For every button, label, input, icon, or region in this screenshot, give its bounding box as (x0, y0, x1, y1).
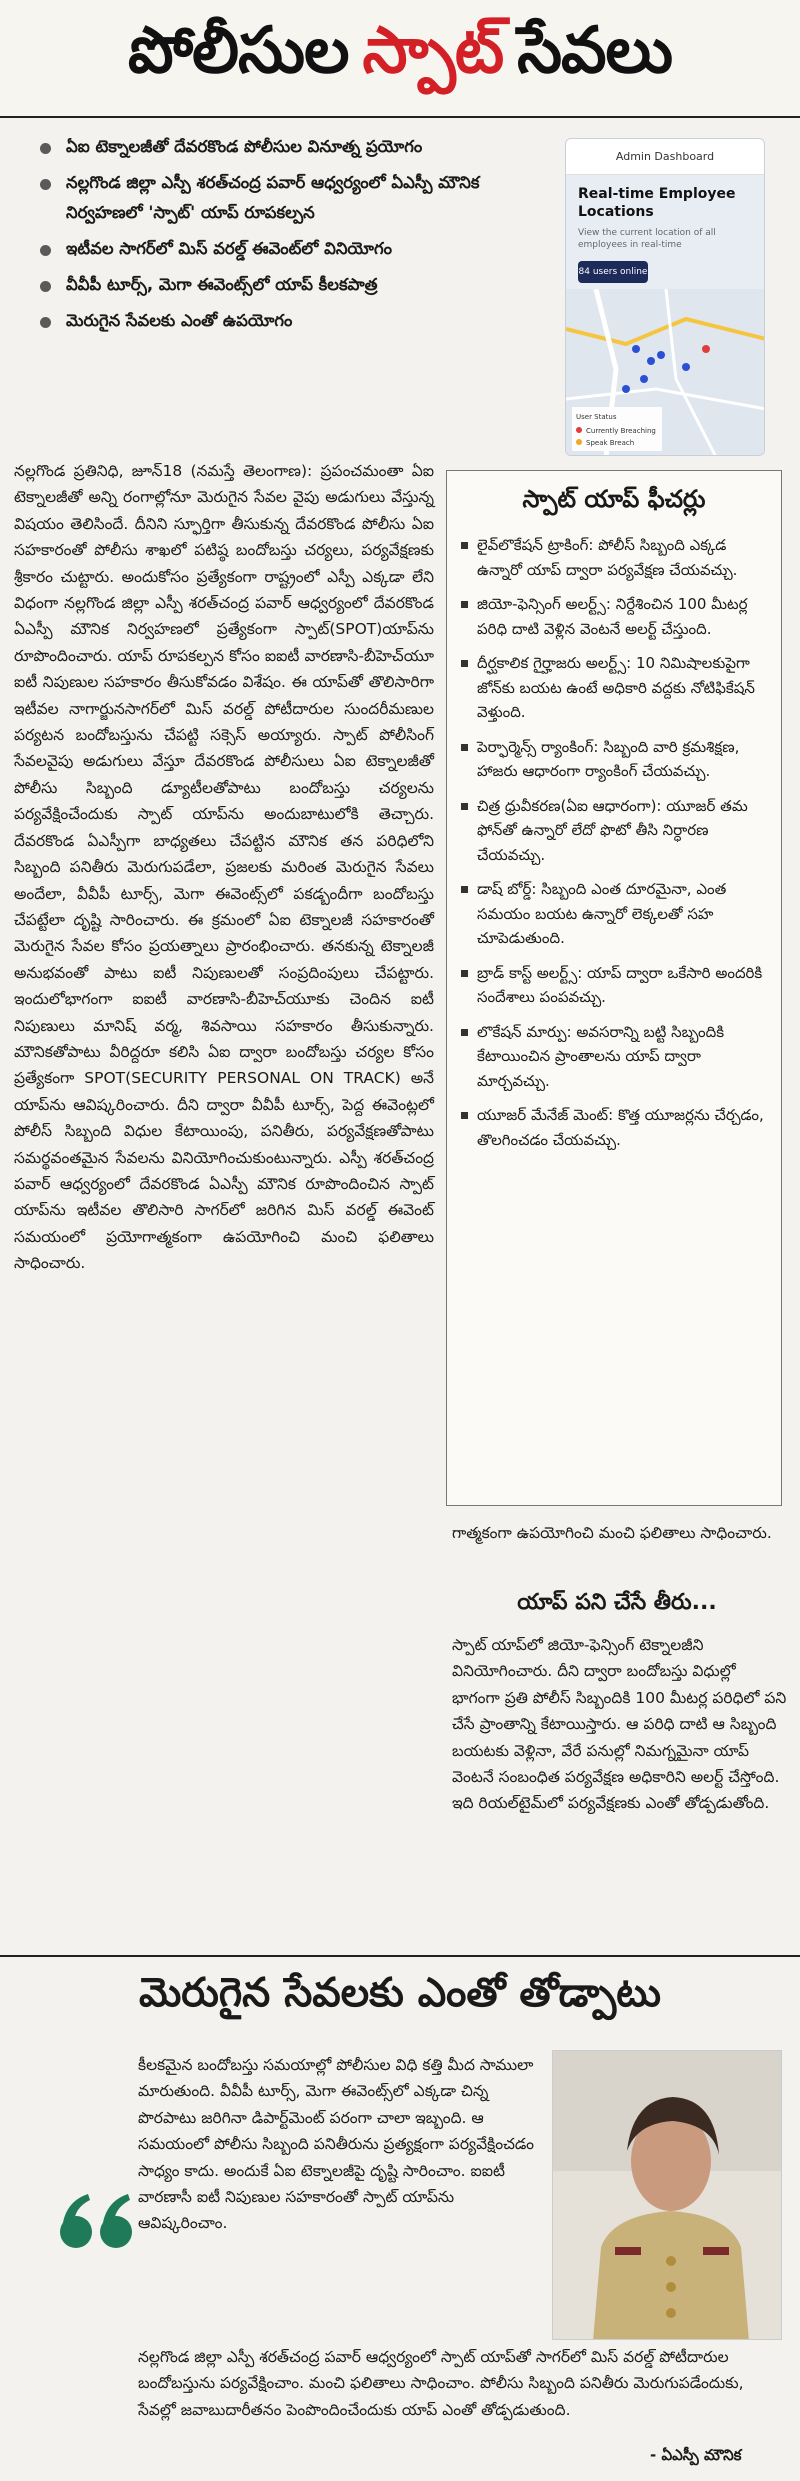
subheadline-text: మెరుగైన సేవలకు ఎంతో తోడ్పాటు (138, 1970, 662, 2016)
map-icon (566, 289, 765, 456)
bullet-item: ఇటీవల సాగర్‌లో మిస్ వరల్డ్ ఈవెంట్‌లో వినియోగం (30, 234, 560, 264)
bullet-item: ఏఐ టెక్నాలజీతో దేవరకొండ పోలీసుల వినూత్న ప్రయోగం (30, 132, 560, 162)
bullet-item: మెరుగైన సేవలకు ఎంతో ఉపయోగం (30, 306, 560, 336)
officer-portrait-icon (553, 2051, 782, 2340)
bullet-item: నల్లగొండ జిల్లా ఎస్పీ శరత్‌చంద్ర పవార్ ఆధ్వర్యంలో ఏఎస్పీ మౌనిక నిర్వహణలో 'స్పాట్' యాప్ రూపకల్పన (30, 168, 560, 228)
app-title: Real-time Employee Locations (578, 186, 736, 220)
feature-item: డాష్ బోర్డ్: సిబ్బంది ఎంత దూరమైనా, ఎంత సమయం బయట ఉన్నారో లెక్కలతో సహ చూపెడుతుంది. (459, 877, 769, 951)
feature-item: బ్రాడ్ కాస్ట్ అలర్ట్స్: యాప్ ద్వారా ఒకేసారి అందరికి సందేశాలు పంపవచ్చు. (459, 961, 769, 1010)
legend-a: Currently Breaching (586, 427, 656, 435)
headline-part3: సేవలు (517, 13, 673, 88)
feature-item: దీర్ఘకాలిక గైర్హాజరు అలర్ట్స్: 10 నిమిషాలకుపైగా జోన్‌కు బయట ఉంటే అధికారి వద్దకు నోటిఫికేషన్ వెళ్తుంది. (459, 651, 769, 725)
app-working-body: స్పాట్ యాప్‌లో జియో-ఫెన్సింగ్ టెక్నాలజీని వినియోగించారు. దీని ద్వారా బందోబస్తు విధుల్లో భాగంగా ప్రతి పోలీస్ సిబ్బందికి 100 మీటర్ల పరిధిలో పని చేసే ప్రాంతాన్ని కేటాయిస్తారు. ఆ పరిధి దాటి ఆ సిబ్బంది బయటకు వెళ్లినా, వేరే పనుల్లో నిమగ్నమైనా యాప్ వెంటనే సంబంధిత పర్యవేక్షణ అధికారిని అలర్ట్ చేస్తోంది. ఇది రియల్‌టైమ్‌లో పర్యవేక్షణకు ఎంతో తోడ్పడుతోంది. (452, 1636, 787, 1813)
article-column-1 (14, 458, 434, 1277)
app-working-title: యాప్ పని చేసే తీరు... (517, 1590, 717, 1615)
features-title: స్పాట్ యాప్ ఫీచర్లు (522, 485, 706, 513)
headline-part2: స్పాట్ (362, 13, 504, 88)
headline-part1: పోలీసుల (127, 13, 349, 88)
bullet-item: వీవీపీ టూర్స్, మెగా ఈవెంట్స్‌లో యాప్ కీలకపాత్ర (30, 270, 560, 300)
legend-title: User Status (576, 413, 617, 421)
feature-item: చిత్ర ధ్రువీకరణ(ఏఐ ఆధారంగా): యూజర్ తమ ఫోన్‌తో ఉన్నారో లేదో ఫొటో తీసి నిర్ధారణ చేయవచ్చు. (459, 794, 769, 868)
summary-bullets (30, 132, 560, 342)
headline (0, 0, 800, 118)
legend-b: Speak Breach (586, 439, 635, 447)
feature-item: లొకేషన్ మార్పు: అవసరాన్ని బట్టి సిబ్బందికి కేటాయించిన ప్రాంతాలను యాప్ ద్వారా మార్చవచ్చు. (459, 1020, 769, 1094)
features-box (446, 470, 782, 1506)
article-body: నల్లగొండ ప్రతినిధి, జూన్18 (నమస్తే తెలంగాణ): ప్రపంచమంతా ఏఐ టెక్నాలజీతో అన్ని రంగాల్లోనూ మెరుగైన సేవల వైపు అడుగులు వేస్తున్న విషయం తెలిసిందే. దీనిని స్ఫూర్తిగా తీసుకున్న దేవరకొండ పోలీసు ఏఐ సహకారంతో పోలీసు శాఖలో పటిష్ఠ బందోబస్తు చర్యలు, పర్యవేక్షణకు శ్రీకారం చుట్టారు. అందుకోసం ప్రత్యేకంగా రాష్ట్రంలో ఎస్పీ ఎక్కడా లేని విధంగా నల్లగొండ జిల్లా ఎస్పీ శరత్‌చంద్ర పవార్ ఆధ్వర్యంలో దేవరకొండ ఏఎస్పీ మౌనిక నిర్వహణలో ప్రత్యేకంగా స్పాట్(SPOT)యాప్‌ను రూపొందించారు. యాప్ రూపకల్పన కోసం ఐఐటీ వారణాసి-బీహెచ్‌యూ ఐటీ నిపుణుల సహకారం తీసుకోవడం విశేషం. ఈ యాప్‌తో తొలిసారిగా ఇటీవల నాగార్జునసాగర్‌లో మిస్ వరల్డ్ పోటీదారుల సుందరీమణుల పర్యటన బందోబస్తును చేపట్టి సక్సెస్ అయ్యారు. స్పాట్ పోలీసింగ్ సేవలవైపు అడుగులు వేస్తూ దేవరకొండ పోలీసులు ఏఐ టెక్నాలజీతో పోలీసు సిబ్బంది డ్యూటీలతోపాటు బందోబస్తు చర్యలను పర్యవేక్షించేందుకు స్పాట్ యాప్‌ను అందుబాటులోకి తెచ్చారు. దేవరకొండ ఏఎస్పీగా బాధ్యతలు చేపట్టిన మౌనిక తన పరిధిలోని సిబ్బంది పనితీరు మెరుగుపడేలా, ప్రజలకు మరింత మెరుగైన సేవలు అందేలా, వీవీపీ టూర్స్, మెగా ఈవెంట్స్‌లో పకడ్బందీగా బందోబస్తు చేపట్టేలా దృష్టి సారించారు. ఈ క్రమంలో ఏఐ టెక్నాలజీ సహకారంతో మెరుగైన సేవల కోసం ప్రయత్నాలు ప్రారంభించారు. తనకున్న టెక్నాలజీ అనుభవంతో పాటు ఐటీ నిపుణులతో సంప్రదింపులు చేపట్టారు. ఇందులోభాగంగా ఐఐటీ వారణాసి-బీహెచ్‌యూకు చెందిన ఐటీ నిపుణులు మానిష్ వర్మ, శివసాయి సహకారం తీసుకున్నారు. మౌనికతోపాటు వీరిద్దరూ కలిసి ఏఐ ద్వారా బందోబస్తు చర్యల కోసం ప్రత్యేకంగా SPOT(SECURITY PERSONAL ON TRACK) అనే యాప్‌ను ఆవిష్కరించారు. దీని ద్వారా వీవీపీ టూర్స్, పెద్ద ఈవెంట్లలో పోలీస్ సిబ్బంది విధుల కేటాయింపు, పనితీరు, పర్యవేక్షణతోపాటు సమర్థవంతమైన సేవలను వినియోగించుకుంటున్నారు. ఎస్పీ శరత్‌చంద్ర పవార్ ఆధ్వర్యంలో దేవరకొండ ఏఎస్పీ మౌనిక రూపొందించిన స్పాట్ యాప్‌ను ఇటీవల తొలిసారి సాగర్‌లో జరిగిన మిస్ వరల్డ్ ఈవెంట్ సమయంలో ప్రయోగాత్మకంగా ఉపయోగించి మంచి ఫలితాలు సాధించారు. (14, 462, 434, 1273)
app-subtitle: View the current location of all employees in real-time (578, 228, 716, 250)
feature-item: లైవ్‌లొకేషన్ ట్రాకింగ్: పోలీస్ సిబ్బంది ఎక్కడ ఉన్నారో యాప్ ద్వారా పర్యవేక్షణ చేయవచ్చు. (459, 533, 769, 582)
feature-item: జియో-ఫెన్సింగ్ అలర్ట్స్: నిర్దేశించిన 100 మీటర్ల పరిధి దాటి వెళ్లిన వెంటనే అలర్ట్ చేస్తుంది. (459, 592, 769, 641)
quote-text-top: కీలకమైన బందోబస్తు సమయాల్లో పోలీసుల విధి కత్తి మీద సాములా మారుతుంది. వీవీపీ టూర్స్, మెగా ఈవెంట్స్‌లో ఎక్కడా చిన్న పొరపాటు జరిగినా డిపార్ట్‌మెంట్ పరంగా చాలా ఇబ్బంది. ఆ సమయంలో పోలీసు సిబ్బంది పనితీరును ప్రత్యక్షంగా పర్యవేక్షించడం సాధ్యం కాదు. అందుకే ఏఐ టెక్నాలజీపై దృష్టి సారించాం. ఐఐటీ వారణాసీ ఐటీ నిపుణుల సహకారంతో స్పాట్ యాప్‌ను ఆవిష్కరించాం. (138, 2056, 534, 2233)
app-online-button: 84 users online (578, 261, 648, 283)
app-header: Admin Dashboard (566, 139, 764, 175)
app-screenshot (565, 138, 765, 456)
subheadline (0, 1955, 800, 2039)
feature-item: పెర్ఫార్మెన్స్ ర్యాంకింగ్: సిబ్బంది వారి క్రమశిక్షణ, హాజరు ఆధారంగా ర్యాంకింగ్ చేయవచ్చు. (459, 735, 769, 784)
quote-credit: - ఏఎస్పీ మౌనిక (650, 2446, 742, 2464)
quote-text-bottom: నల్లగొండ జిల్లా ఎస్పీ శరత్‌చంద్ర పవార్ ఆధ్వర్యంలో స్పాట్ యాప్‌తో సాగర్‌లో మిస్ వరల్డ్ పోటీదారుల బందోబస్తును పర్యవేక్షించాం. మంచి ఫలితాలు సాధించాం. పోలీసు సిబ్బంది పనితీరు మెరుగుపడేందుకు, సేవల్లో జవాబుదారీతనం పెంపొందించేందుకు యాప్ ఎంతో తోడ్పడుతుంది. (138, 2348, 744, 2419)
feature-item: యూజర్ మేనేజ్ మెంట్: కొత్త యూజర్లను చేర్చడం, తొలగించడం చేయవచ్చు. (459, 1103, 769, 1152)
asp-photo (552, 2050, 782, 2340)
article-column-2-top: గాత్మకంగా ఉపయోగించి మంచి ఫలితాలు సాధించారు. (452, 1524, 772, 1542)
quote-icon (52, 2180, 142, 2270)
